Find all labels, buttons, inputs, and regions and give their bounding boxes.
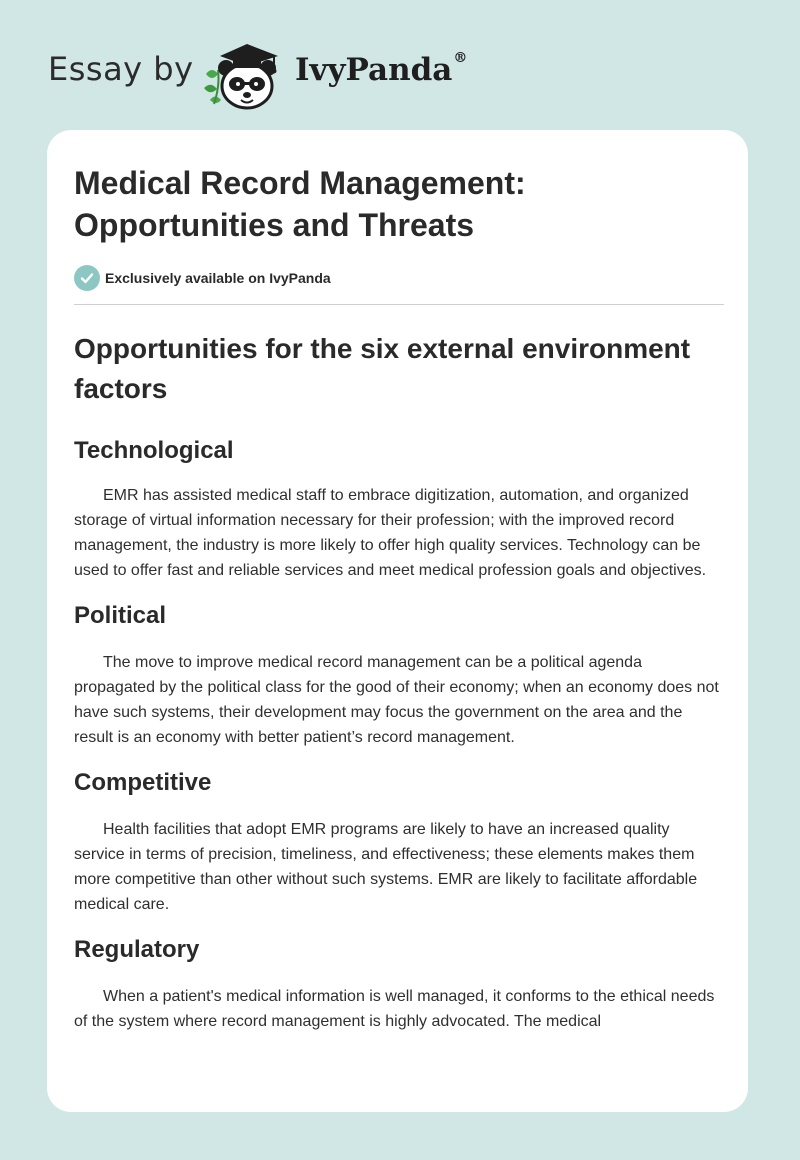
paragraph: The move to improve medical record management can be a political agenda propagated by the political class for the good of their economy; when an economy does not have such systems, their development may focus the government on the area and the result is an economy with better patient’s record management. [74, 654, 719, 746]
exclusive-badge [74, 264, 724, 292]
section-technological [74, 436, 724, 583]
section-regulatory [74, 935, 724, 1034]
check-circle-icon [74, 265, 100, 291]
article-card [47, 130, 748, 1112]
paragraph: Health facilities that adopt EMR programs are likely to have an increased quality service in terms of precision, timeliness, and effectiveness; these elements makes them more competitive than other without such systems. EMR are likely to facilitate affordable medical care. [74, 821, 698, 913]
section-competitive [74, 768, 724, 917]
subsection-heading: Competitive [74, 769, 212, 796]
site-header [48, 30, 548, 110]
divider [74, 304, 724, 305]
essay-by-label: Essay by [48, 50, 194, 88]
paragraph: EMR has assisted medical staff to embrace digitization, automation, and organized storage of virtual information necessary for their profession; with the improved record management, the industry is more likely to offer high quality services. Technology can be used to offer fast and reliable services and meet medical profession goals and objectives. [74, 487, 707, 579]
subsection-heading: Political [74, 602, 167, 629]
panda-graduate-logo-icon [200, 34, 290, 110]
section-political [74, 601, 724, 750]
registered-mark: ® [453, 50, 468, 66]
subsection-heading: Technological [74, 437, 234, 464]
badge-label: Exclusively available on IvyPanda [105, 270, 331, 286]
section-heading: Opportunities for the six external environment factors [74, 333, 691, 404]
article-title: Medical Record Management: Opportunities and Threats [74, 165, 526, 243]
subsection-heading: Regulatory [74, 936, 200, 963]
article-content [74, 162, 724, 1034]
paragraph: When a patient's medical information is well managed, it conforms to the ethical needs of the system where record management is highly advocated. The medical [74, 988, 715, 1030]
brand-name[interactable]: IvyPanda® [295, 50, 468, 88]
